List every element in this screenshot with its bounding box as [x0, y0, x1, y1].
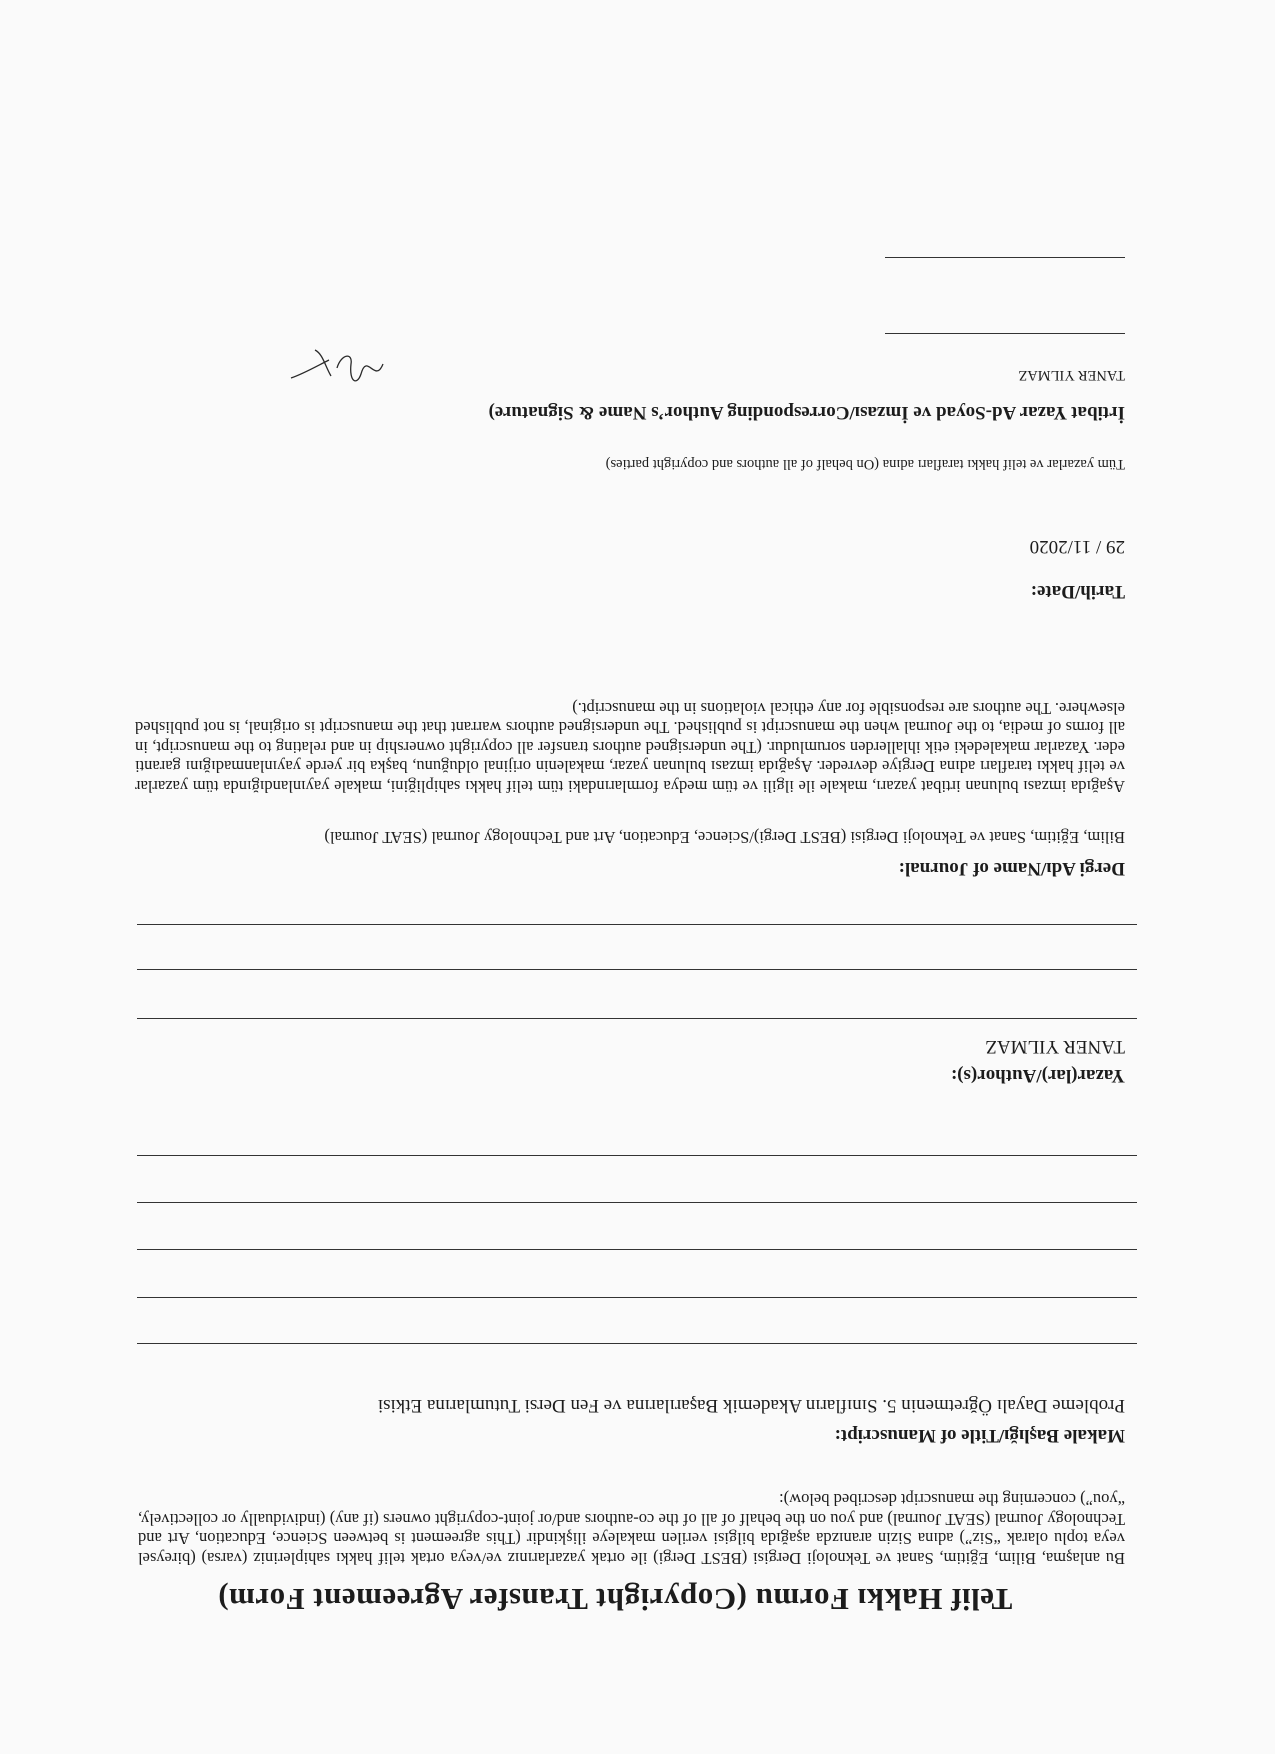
blank-line: [137, 1155, 1137, 1156]
journal-value: Bilim, Eğitim, Sanat ve Teknoloji Dergisi (BEST Dergi)/Science, Education, Art and Technology Journal (SEAT Journal): [324, 828, 1125, 847]
manuscript-title-label: Makale Başlığı/Title of Manuscript:: [834, 1425, 1125, 1446]
date-label: Tarih/Date:: [1030, 581, 1125, 602]
blank-line: [137, 1297, 1137, 1298]
authors-value: TANER YILMAZ: [985, 1036, 1125, 1057]
form-title: Telif Hakkı Formu (Copyright Transfer Agreement Form): [217, 1582, 1013, 1617]
agreement-paragraph: Aşağıda imzası bulunan irtibat yazarı, makale ile ilgili ve tüm medya formlarındaki tüm telif hakkı sahipliğini, makale yayınlandığında tüm yazarlar ve telif hakkı tarafları adına Dergiye devreder. Aşağıda imzası bulunan yazar, makalenin orijinal olduğunu, başka bir yerde yayınlanmadığını garanti eder. Yazarlar makaledeki etik ihlallerden sorumludur. (The undersigned authors transfer all copyright ownership in and relating to the manuscript, in all forms of media, to the Journal when the manuscript is published. The undersigned authors warrant that the manuscript is original, is not published elsewhere. The authors are responsible for any ethical violations in the manuscript.): [135, 699, 1125, 796]
manuscript-title-value: Probleme Dayalı Öğretmenin 5. Sınıfların Akademik Başarılarına ve Fen Dersi Tutumlarına Etkisi: [377, 1395, 1125, 1416]
signature-line: [885, 333, 1125, 334]
behalf-text: Tüm yazarlar ve telif hakkı tarafları adına (On behalf of all authors and copyright parties): [605, 456, 1125, 472]
corresponding-author-label: İrtibat Yazar Ad-Soyad ve İmzası/Corresponding Author’s Name & Signature): [488, 402, 1125, 423]
signature-line: [885, 257, 1125, 258]
blank-line: [137, 1202, 1137, 1203]
blank-line: [137, 969, 1137, 970]
blank-line: [137, 1249, 1137, 1250]
corresponding-author-name: TANER YILMAZ: [1018, 367, 1125, 383]
intro-paragraph: Bu anlaşma, Bilim, Eğitim, Sanat ve Teknoloji Dergisi (BEST Dergi) ile ortak yazarlarınız ve/veya ortak telif hakkı sahipleriniz (varsa) (bireysel veya toplu olarak “Siz”) adına Sizin aranızda aşağıda bilgisi verilen makaleye ilişkindir (This agreement is between Science, Education, Art and Technology Journal (SEAT Journal) and you on the behalf of all of the co-authors and/or joint-copyright owners (if any) (individually or collectively, “you”) concerning the manuscript described below):: [138, 1490, 1125, 1568]
journal-label: Dergi Adı/Name of Journal:: [898, 858, 1125, 879]
signature-scribble: [275, 344, 395, 394]
blank-line: [137, 924, 1137, 925]
date-value: 29 / 11/2020: [1029, 536, 1125, 557]
authors-label: Yazar(lar)/Author(s):: [950, 1065, 1125, 1086]
blank-line: [137, 1018, 1137, 1019]
blank-line: [137, 1343, 1137, 1344]
